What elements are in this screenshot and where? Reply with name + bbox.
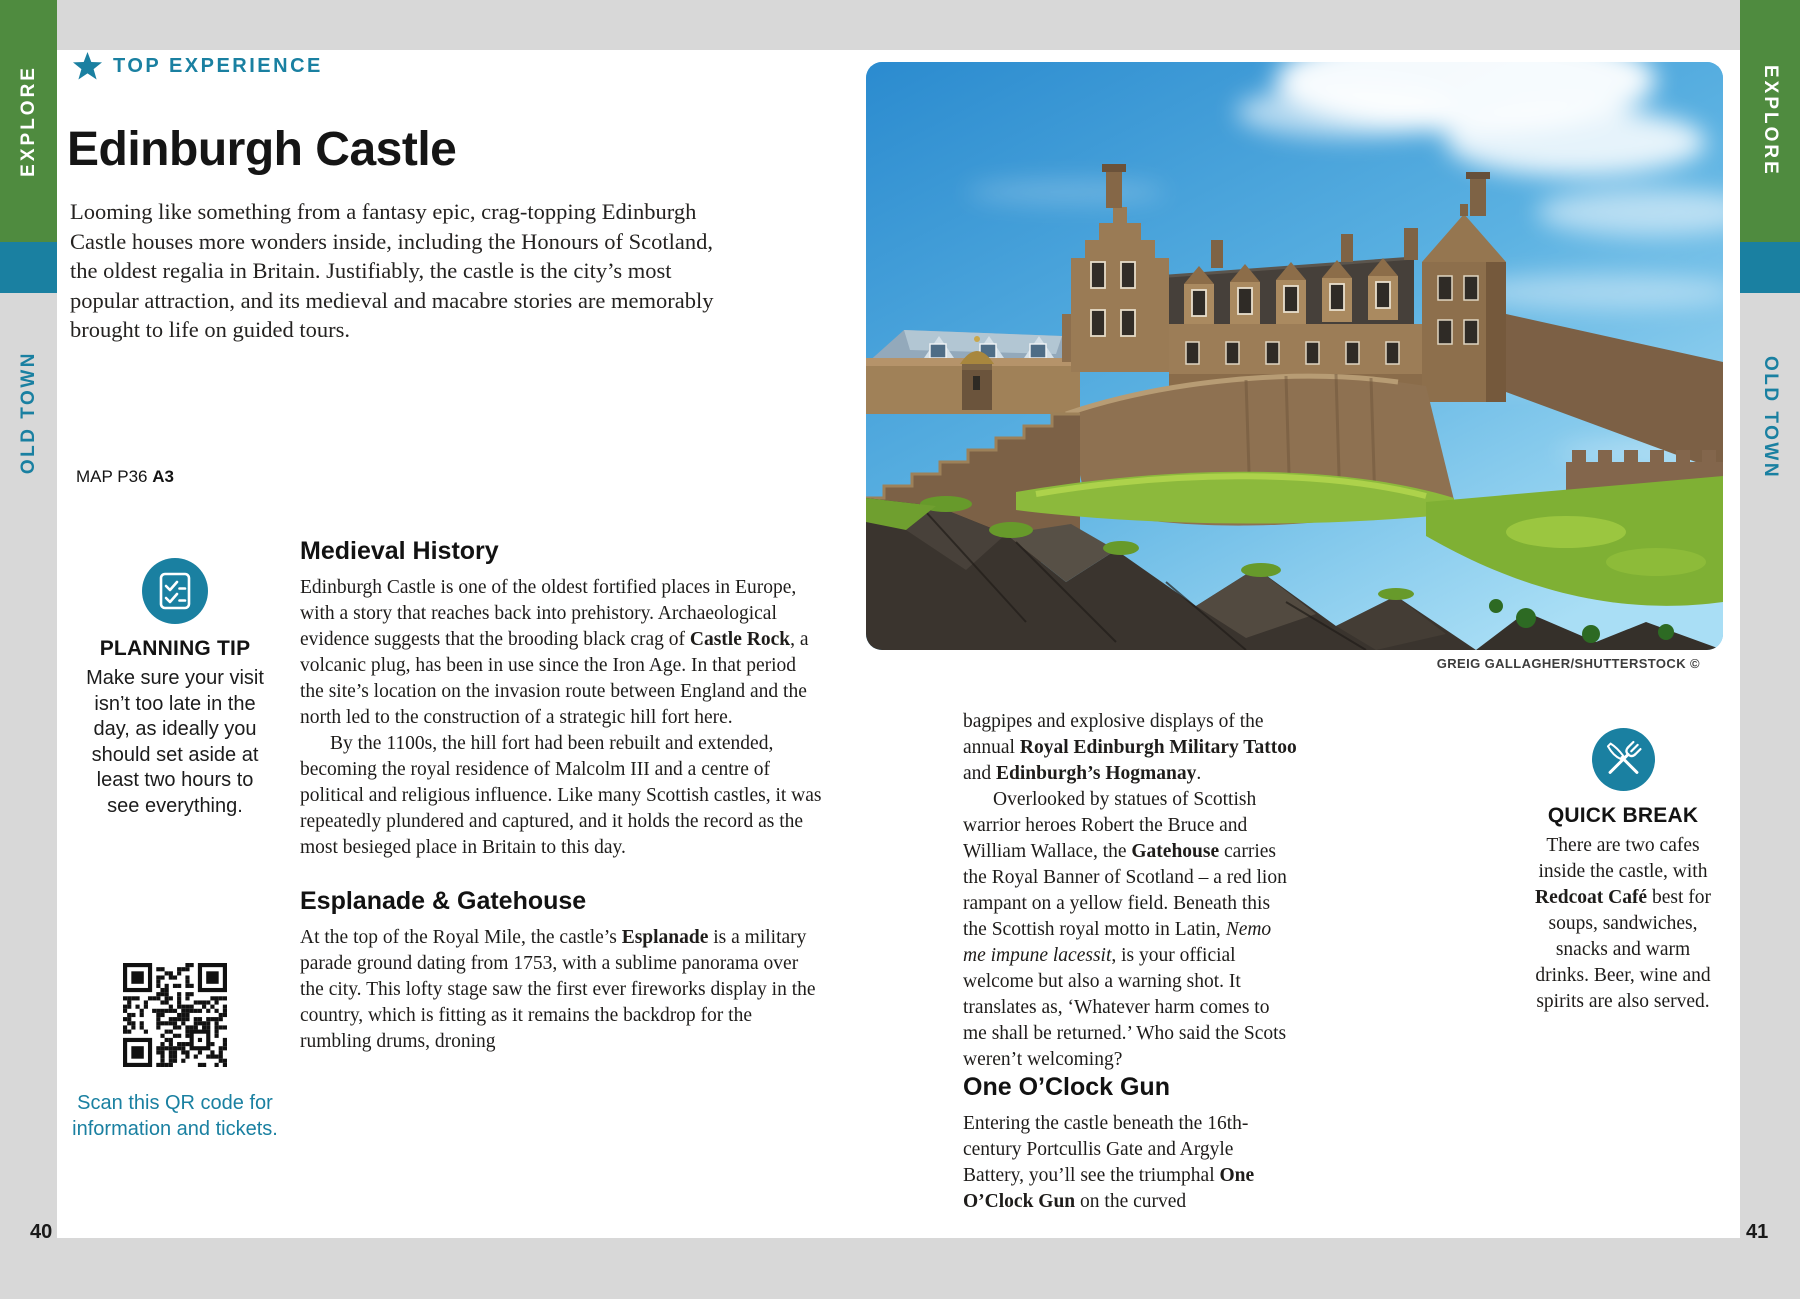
left-explore-tab — [0, 0, 57, 242]
photo-credit: GREIG GALLAGHER/SHUTTERSTOCK © — [1436, 656, 1700, 671]
left-oldtown-label: OLD TOWN — [17, 350, 39, 475]
checklist-icon — [142, 558, 208, 624]
right-oldtown-label-wrap — [1740, 300, 1800, 535]
right-main-column — [963, 709, 1297, 1215]
star-icon — [72, 51, 103, 81]
right-oldtown-label: OLD TOWN — [1760, 355, 1781, 480]
left-teal-tab — [0, 242, 57, 293]
map-ref-prefix: MAP P36 — [76, 467, 148, 486]
castle-photo — [866, 62, 1723, 650]
planning-tip-box — [83, 558, 267, 819]
fork-knife-icon — [1592, 728, 1655, 791]
quick-break-title: QUICK BREAK — [1547, 804, 1699, 827]
planning-tip-title: PLANNING TIP — [99, 637, 251, 660]
left-explore-label: EXPLORE — [17, 65, 39, 177]
page-title: Edinburgh Castle — [67, 123, 457, 176]
right-sections: One O’Clock Gun Entering the castle beneath the 16th-century Portcullis Gate and Argyle Battery, you’ll see the triumphal One O’Clock Gun on the curved — [963, 1073, 1297, 1215]
qr-code — [123, 963, 227, 1067]
quick-break-box — [1533, 728, 1713, 1015]
section-heading: Esplanade & Gatehouse — [300, 887, 587, 915]
intro-paragraph: Looming like something from a fantasy epic, crag-topping Edinburgh Castle houses more wonders inside, including the Honours of Scotland, the oldest regalia in Britain. Justifiably, the castle is the city’s most popular attraction, and its medieval and macabre stories are memorably brought to life on guided tours. — [70, 199, 714, 343]
right-explore-label: EXPLORE — [1760, 65, 1781, 177]
page-number-right: 41 — [1746, 1221, 1769, 1243]
section-heading: Medieval History — [300, 537, 499, 565]
map-reference — [76, 467, 174, 487]
right-lead-paragraphs: bagpipes and explosive displays of the annual Royal Edinburgh Military Tattoo and Edinburgh’s Hogmanay. Overlooked by statues of Scottish warrior heroes Robert the Bruce and William Wallace, the Gatehouse carries the Royal Banner of Scotland – a red lion rampant on a yellow field. Beneath this the Scottish royal motto in Latin, Nemo me impune lacessit, is your official welcome but also a warning shot. It translates as, ‘Whatever harm comes to me shall be returned.’ Who said the Scots weren’t welcoming? — [963, 711, 1297, 1070]
right-explore-tab — [1740, 0, 1800, 242]
left-oldtown-label-wrap — [0, 300, 57, 525]
qr-caption: Scan this QR code for information and tickets. — [72, 1092, 278, 1140]
quick-break-body: There are two cafes inside the castle, with Redcoat Café best for soups, sandwiches, snacks and warm drinks. Beer, wine and spirits are also served. — [1535, 835, 1711, 1012]
kicker-label: TOP EXPERIENCE — [113, 54, 323, 77]
page-number-left: 40 — [30, 1221, 53, 1243]
left-main-column: Medieval History Edinburgh Castle is one of the oldest fortified places in Europe, with a story that reaches back into prehistory. Archaeological evidence suggests that the brooding black crag of Castle Rock, a volcanic plug, has been in use since the Iron Age. In that period the site’s location on the invasion route between England and the north led to the construction of a strategic hill fort here. By the 1100s, the hill fort had been rebuilt and extended, becoming the royal residence of Malcolm III and a centre of political and religious influence. Like many Scottish castles, it was repeatedly plundered and captured, and it holds the record as the most besieged place in Britain to this day. Esplanade & Gatehouse At the top of the Royal Mile, the castle’s Esplanade is a military parade ground dating from 1753, with a sublime panorama over the city. This lofty stage saw the first ever fireworks display in the country, which is fitting as it remains the backdrop for the rumbling drums, droning — [300, 537, 822, 1052]
right-teal-tab — [1740, 242, 1800, 293]
map-ref-grid: A3 — [152, 467, 174, 486]
kicker — [72, 51, 323, 81]
planning-tip-body: Make sure your visit isn’t too late in the day, as ideally you should set aside at least two hours to see everything. — [86, 667, 264, 817]
section-heading: One O’Clock Gun — [963, 1073, 1170, 1101]
